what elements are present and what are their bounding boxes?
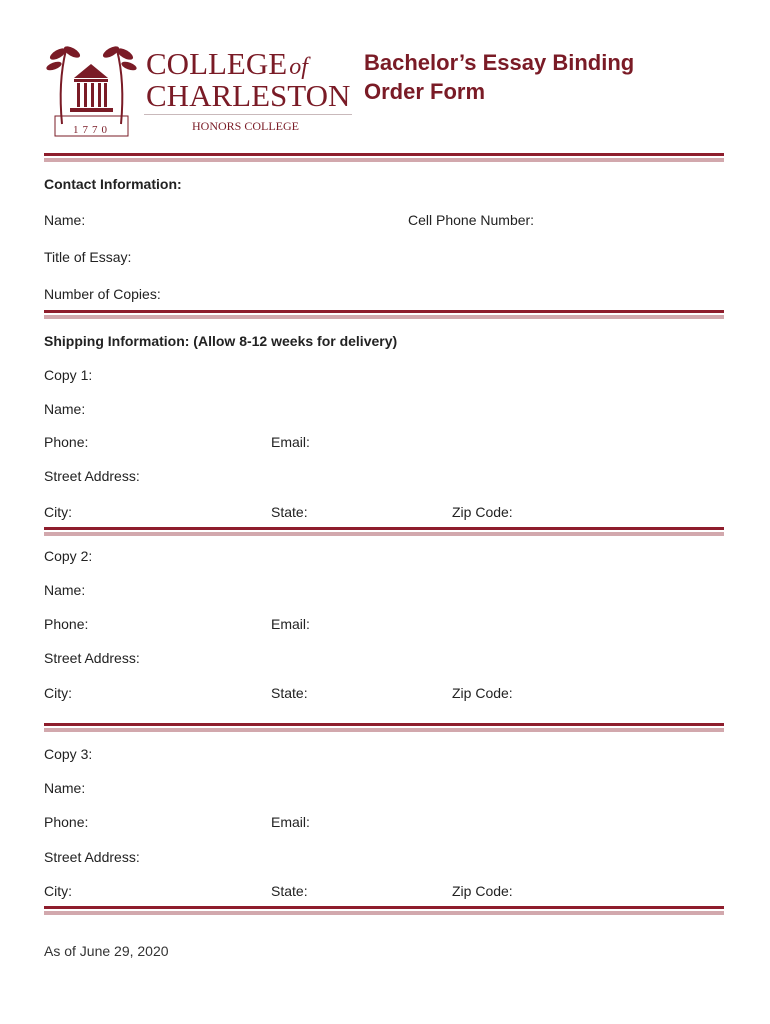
copy-1-zip-label: Zip Code: xyxy=(452,504,513,520)
college-logo xyxy=(44,42,354,142)
copy-1-label: Copy 1: xyxy=(44,367,93,383)
copy-1-state-label: State: xyxy=(271,504,308,520)
copy-3-label: Copy 3: xyxy=(44,746,93,762)
copy-3-city-label: City: xyxy=(44,883,72,899)
logo-wordmark xyxy=(146,46,351,113)
divider-rule xyxy=(44,906,724,915)
form-title-line1: Bachelor’s Essay Binding xyxy=(364,50,635,75)
revision-date: As of June 29, 2020 xyxy=(44,943,169,959)
form-title-line2: Order Form xyxy=(364,79,486,104)
copy-2-email-label: Email: xyxy=(271,616,310,632)
copies-count-label: Number of Copies: xyxy=(44,286,161,302)
copy-3-state-label: State: xyxy=(271,883,308,899)
contact-heading: Contact Information: xyxy=(44,176,182,192)
divider-rule xyxy=(44,153,724,162)
copy-2-phone-label: Phone: xyxy=(44,616,89,632)
divider-rule xyxy=(44,723,724,732)
copy-2-street-label: Street Address: xyxy=(44,650,140,666)
copy-3-email-label: Email: xyxy=(271,814,310,830)
logo-college: COLLEGE xyxy=(146,46,288,81)
copy-2-city-label: City: xyxy=(44,685,72,701)
copy-1-name-label: Name: xyxy=(44,401,86,417)
logo-charleston: CHARLESTON xyxy=(146,78,351,113)
essay-title-label: Title of Essay: xyxy=(44,249,132,265)
copy-3-street-label: Street Address: xyxy=(44,849,140,865)
copy-1-phone-label: Phone: xyxy=(44,434,89,450)
copy-2-zip-label: Zip Code: xyxy=(452,685,513,701)
copy-1-email-label: Email: xyxy=(271,434,310,450)
copy-1-city-label: City: xyxy=(44,504,72,520)
divider-rule xyxy=(44,310,724,319)
copy-3-zip-label: Zip Code: xyxy=(452,883,513,899)
copy-3-phone-label: Phone: xyxy=(44,814,89,830)
copy-1-street-label: Street Address: xyxy=(44,468,140,484)
divider-rule xyxy=(44,527,724,536)
contact-name-label: Name: xyxy=(44,212,86,228)
copy-3-name-label: Name: xyxy=(44,780,86,796)
copy-2-label: Copy 2: xyxy=(44,548,93,564)
copy-2-state-label: State: xyxy=(271,685,308,701)
seal-year: 1770 xyxy=(73,124,111,136)
logo-honors-college: HONORS COLLEGE xyxy=(192,119,299,133)
form-title xyxy=(364,48,634,106)
shipping-heading: Shipping Information: (Allow 8-12 weeks for delivery) xyxy=(44,333,398,349)
logo-of: of xyxy=(289,54,308,80)
copy-2-name-label: Name: xyxy=(44,582,86,598)
contact-cell-label: Cell Phone Number: xyxy=(408,212,535,228)
logo-divider xyxy=(144,114,352,115)
